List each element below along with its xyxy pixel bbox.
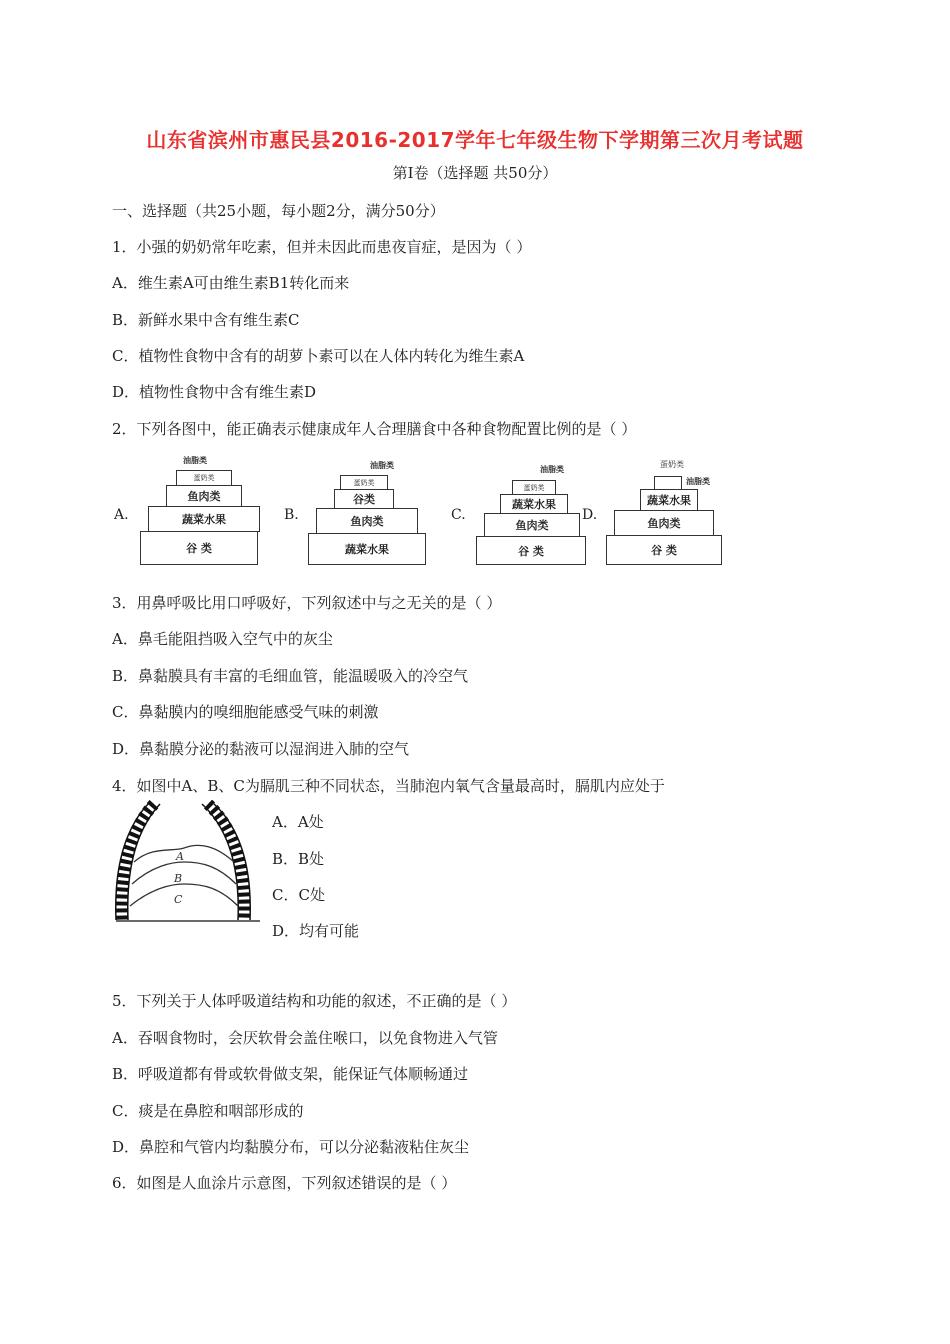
pyramid-c-egg-tier: 蛋奶类 xyxy=(512,480,556,495)
question-5-option-b: B．呼吸道都有骨或软骨做支架，能保证气体顺畅通过 xyxy=(112,1065,469,1083)
question-5-option-a: A．吞咽食物时，会厌软骨会盖住喉口，以免食物进入气管 xyxy=(112,1029,498,1047)
question-2-label-c: C. xyxy=(451,507,466,523)
question-1-option-c: C．植物性食物中含有的胡萝卜素可以在人体内转化为维生素A xyxy=(112,347,525,365)
section-heading: 一、选择题（共25小题，每小题2分，满分50分） xyxy=(112,202,445,220)
question-5-option-d: D．鼻腔和气管内均黏膜分布，可以分泌黏液粘住灰尘 xyxy=(112,1138,470,1156)
question-4-option-d: D．均有可能 xyxy=(272,922,360,940)
pyramid-b-veg-tier: 蔬菜水果 xyxy=(308,533,426,565)
question-2-label-d: D. xyxy=(582,507,598,523)
question-5-stem: 5．下列关于人体呼吸道结构和功能的叙述，不正确的是（ ） xyxy=(112,992,517,1010)
document-title: 山东省滨州市惠民县2016-2017学年七年级生物下学期第三次月考试题 xyxy=(146,128,804,152)
question-1-option-d: D．植物性食物中含有维生素D xyxy=(112,383,317,401)
question-4-stem: 4．如图中A、B、C为膈肌三种不同状态，当肺泡内氧气含量最高时，膈肌内应处于 xyxy=(112,777,665,795)
diaphragm-label-b: B xyxy=(174,872,183,885)
section-subtitle: 第Ⅰ卷（选择题 共50分） xyxy=(392,164,558,182)
question-2-label-b: B. xyxy=(284,507,299,523)
question-1-option-a: A．维生素A可由维生素B1转化而来 xyxy=(112,274,350,292)
question-3-option-a: A．鼻毛能阻挡吸入空气中的灰尘 xyxy=(112,630,333,648)
pyramid-b-egg-tier: 蛋奶类 xyxy=(340,475,388,490)
pyramid-d-veg-tier: 蔬菜水果 xyxy=(640,489,698,511)
pyramid-d-top-tier xyxy=(654,476,682,490)
pyramid-a-veg-tier: 蔬菜水果 xyxy=(148,506,260,532)
question-6-stem: 6．如图是人血涂片示意图，下列叙述错误的是（ ） xyxy=(112,1174,457,1192)
pyramid-a-oil-label: 油脂类 xyxy=(183,456,207,465)
question-2-stem: 2．下列各图中，能正确表示健康成年人合理膳食中各种食物配置比例的是（ ） xyxy=(112,420,637,438)
pyramid-d-oil-label: 油脂类 xyxy=(686,477,710,486)
question-4-option-c: C．C处 xyxy=(272,886,325,904)
pyramid-d-meat-tier: 鱼肉类 xyxy=(614,510,714,536)
diaphragm-label-c: C xyxy=(174,893,183,906)
question-4-option-a: A．A处 xyxy=(272,813,324,831)
pyramid-b-grain-tier: 谷类 xyxy=(334,489,394,509)
pyramid-a-meat-tier: 鱼肉类 xyxy=(166,485,242,507)
diaphragm-figure xyxy=(112,800,264,925)
question-3-stem: 3．用鼻呼吸比用口呼吸好，下列叙述中与之无关的是（ ） xyxy=(112,594,502,612)
pyramid-c-oil-label: 油脂类 xyxy=(540,465,564,474)
diaphragm-label-a: A xyxy=(176,850,184,863)
question-3-option-c: C．鼻黏膜内的嗅细胞能感受气味的刺激 xyxy=(112,703,379,721)
pyramid-d-egg-label: 蛋奶类 xyxy=(660,460,684,469)
question-1-option-b: B．新鲜水果中含有维生素C xyxy=(112,311,300,329)
question-4-option-b: B．B处 xyxy=(272,850,325,868)
question-1-stem: 1．小强的奶奶常年吃素，但并未因此而患夜盲症，是因为（ ） xyxy=(112,238,532,256)
question-2-label-a: A. xyxy=(114,507,129,523)
pyramid-b-meat-tier: 鱼肉类 xyxy=(316,508,418,534)
pyramid-c-veg-tier: 蔬菜水果 xyxy=(500,494,568,514)
pyramid-a-grain-tier: 谷 类 xyxy=(140,531,258,565)
pyramid-d-grain-tier: 谷 类 xyxy=(606,535,722,565)
question-5-option-c: C．痰是在鼻腔和咽部形成的 xyxy=(112,1102,304,1120)
pyramid-c-grain-tier: 谷 类 xyxy=(476,536,586,565)
pyramid-a-egg-tier: 蛋奶类 xyxy=(176,470,232,486)
pyramid-c-meat-tier: 鱼肉类 xyxy=(484,513,580,537)
question-3-option-d: D．鼻黏膜分泌的黏液可以湿润进入肺的空气 xyxy=(112,740,410,758)
pyramid-b-oil-label: 油脂类 xyxy=(370,461,394,470)
question-3-option-b: B．鼻黏膜具有丰富的毛细血管，能温暖吸入的冷空气 xyxy=(112,667,469,685)
